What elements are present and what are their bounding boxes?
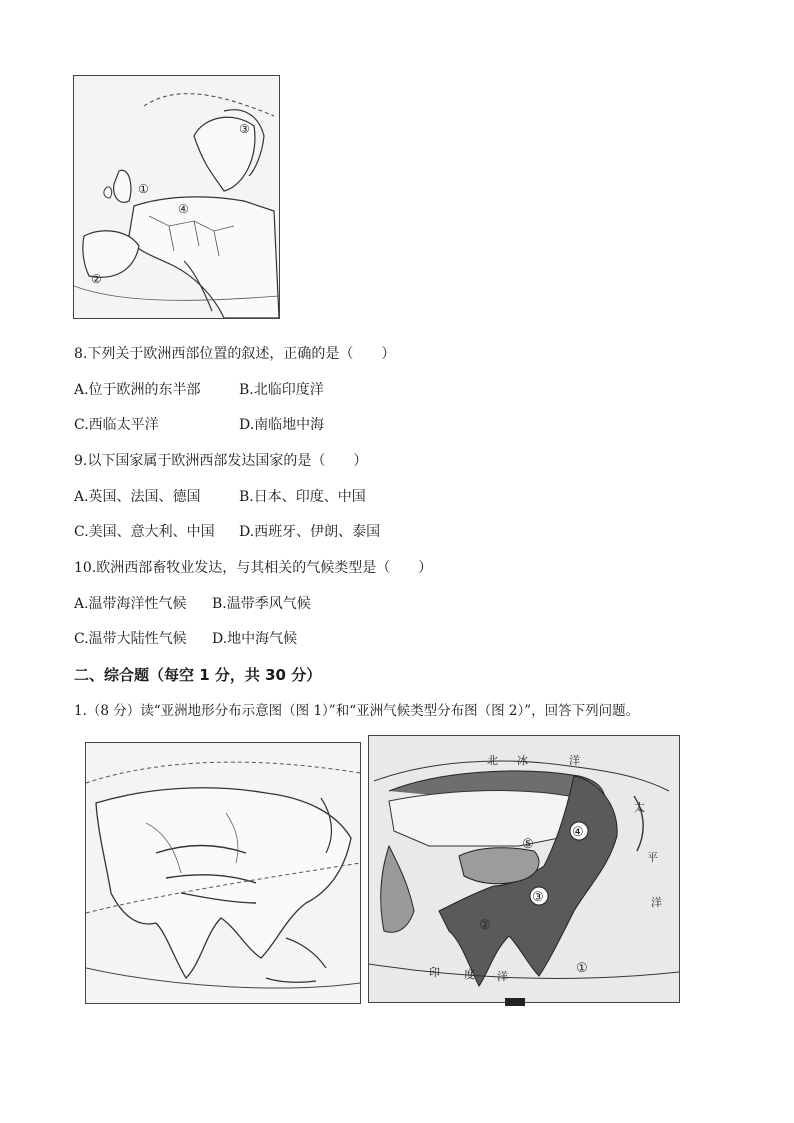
q9-option-d[interactable]: D.西班牙、伊朗、泰国	[239, 524, 381, 540]
label-du: 度	[464, 968, 475, 981]
asia-climate-map	[368, 735, 680, 1003]
section-2-heading: 二、综合题（每空 1 分，共 30 分）	[74, 666, 322, 684]
q8-option-d[interactable]: D.南临地中海	[239, 417, 325, 433]
q10-option-b[interactable]: B.温带季风气候	[212, 596, 311, 612]
question-9: 9.以下国家属于欧洲西部发达国家的是（ ）	[74, 453, 368, 469]
asia-climate-drawing	[369, 736, 679, 1002]
climate-marker-2: ②	[479, 918, 491, 933]
q10-option-a[interactable]: A.温带海洋性气候	[74, 596, 187, 612]
label-yang-2: 洋	[651, 896, 662, 909]
climate-marker-4: ④	[572, 825, 584, 840]
label-tai: 太	[634, 801, 645, 814]
label-bing: 冰	[517, 754, 528, 767]
q9-option-b[interactable]: B.日本、印度、中国	[239, 489, 366, 505]
label-bei: 北	[487, 754, 498, 767]
asia-terrain-drawing	[86, 743, 360, 1003]
figure-caption-mark	[505, 998, 525, 1006]
q8-option-b[interactable]: B.北临印度洋	[239, 382, 324, 398]
europe-marker-1: ①	[138, 182, 149, 196]
question-10: 10.欧洲西部畜牧业发达，与其相关的气候类型是（ ）	[74, 560, 433, 576]
climate-marker-3: ③	[532, 890, 544, 905]
europe-marker-3: ③	[239, 122, 250, 136]
q9-option-c[interactable]: C.美国、意大利、中国	[74, 524, 215, 540]
section-2-question-1: 1.（8 分）读“亚洲地形分布示意图（图 1）”和“亚洲气候类型分布图（图 2）”，回答下列问题。	[74, 703, 640, 719]
europe-marker-2: ②	[91, 272, 102, 286]
q9-option-a[interactable]: A.英国、法国、德国	[74, 489, 201, 505]
label-yang-1: 洋	[569, 754, 580, 767]
q10-option-d[interactable]: D.地中海气候	[212, 631, 298, 647]
question-8: 8.下列关于欧洲西部位置的叙述，正确的是（ ）	[74, 346, 396, 362]
europe-map	[73, 75, 280, 319]
climate-marker-1: ①	[576, 961, 588, 976]
q10-option-c[interactable]: C.温带大陆性气候	[74, 631, 187, 647]
asia-terrain-map	[85, 742, 361, 1004]
q8-option-a[interactable]: A.位于欧洲的东半部	[74, 382, 201, 398]
q8-option-c[interactable]: C.西临太平洋	[74, 417, 159, 433]
europe-marker-4: ④	[178, 202, 189, 216]
europe-map-drawing	[74, 76, 279, 318]
label-yang-3: 洋	[497, 970, 508, 983]
label-yin: 印	[429, 966, 440, 979]
climate-marker-5: ⑤	[522, 837, 534, 852]
label-ping: 平	[647, 851, 658, 864]
